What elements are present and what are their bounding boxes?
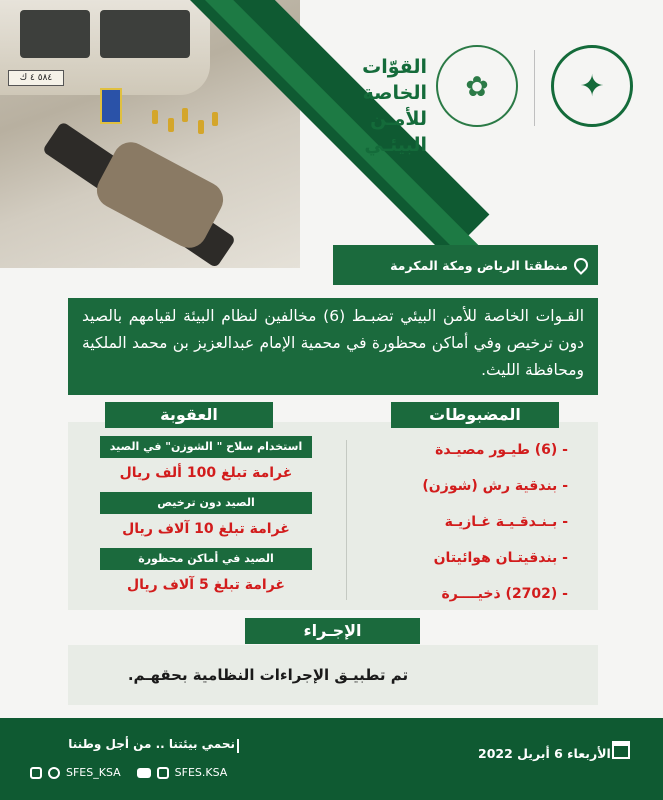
- penalty-label: استخدام سلاح " الشوزن" في الصيد: [100, 436, 312, 458]
- social-links: [30, 766, 227, 779]
- list-item: - بـنـدقـيـة غـازيـة: [444, 514, 568, 530]
- region-label: منطقتا الرياض ومكة المكرمة: [390, 257, 568, 273]
- social-handle-1: SFES_KSA: [66, 766, 121, 779]
- procedure-title: الإجـراء: [245, 618, 420, 644]
- brand-title-line2: للأمـن البيئـي: [364, 108, 427, 156]
- brand-title-line1: القوّات الخاصة: [362, 56, 427, 104]
- list-item: - (6) طيـور مصيـدة: [435, 442, 568, 458]
- penalty-item: [100, 492, 312, 544]
- penalty-list: [100, 436, 312, 604]
- announcement-text: القـوات الخاصة للأمن البيئي تضبـط (6) مخالفين لنظام البيئة لقيامهم بالصيد دون ترخيص وفي أماكن محظورة في محمية الإمام عبدالعزيز بن محمد الملكية ومحافظة الليث.: [68, 298, 598, 395]
- divider: [534, 50, 535, 126]
- list-item: - (2702) ذخيــــرة: [441, 586, 568, 602]
- social-handle-2: SFES.KSA: [174, 766, 228, 779]
- procedure-box: [68, 645, 598, 705]
- twitter-icon: [48, 767, 60, 779]
- footer: [0, 718, 663, 800]
- penalty-title: العقوبة: [105, 402, 273, 428]
- shell: [182, 108, 188, 122]
- list-item: - بندقية رش (شوزن): [422, 478, 568, 494]
- shell: [198, 120, 204, 134]
- penalty-item: [100, 436, 312, 488]
- calendar-icon: [612, 741, 630, 759]
- penalty-value: غرامة تبلغ 10 آلاف ريال: [122, 521, 290, 537]
- penalty-label: الصيد في أماكن محظورة: [100, 548, 312, 570]
- region-tag: [333, 245, 598, 285]
- penalty-value: غرامة تبلغ 5 آلاف ريال: [127, 577, 285, 593]
- shell: [212, 112, 218, 126]
- shell: [152, 110, 158, 124]
- penalty-item: [100, 548, 312, 600]
- column-divider: [346, 440, 347, 600]
- youtube-icon: [137, 768, 151, 778]
- penalty-value: غرامة تبلغ 100 ألف ريال: [119, 465, 293, 481]
- date: الأربعاء 6 أبريل 2022: [478, 746, 611, 761]
- slogan: نحمي بيئتنا .. من أجل وطننا: [68, 737, 235, 751]
- facebook-icon: [157, 767, 169, 779]
- penalty-label: الصيد دون ترخيص: [100, 492, 312, 514]
- social-youtube-facebook[interactable]: [137, 766, 228, 779]
- instagram-icon: [30, 767, 42, 779]
- vehicle-window: [100, 10, 190, 58]
- procedure-text: تم تطبيـق الإجراءات النظامية بحقهـم.: [127, 666, 409, 684]
- vehicle-window: [20, 10, 90, 58]
- location-pin-icon: [571, 255, 591, 275]
- license-plate: ٥٨٤ ٤ ك: [8, 70, 64, 86]
- vehicle: [0, 0, 210, 95]
- shell: [168, 118, 174, 132]
- seized-title: المضبوطات: [391, 402, 559, 428]
- list-item: - بندقيتـان هوائيتان: [433, 550, 568, 566]
- ministry-emblem-icon: ✦: [551, 45, 633, 127]
- social-instagram-twitter[interactable]: [30, 766, 121, 779]
- brand-title: [307, 54, 427, 158]
- environmental-security-logo-icon: ✿: [436, 45, 518, 127]
- brand-header: [308, 40, 663, 156]
- seized-list: [398, 432, 568, 612]
- slogan-bar: [237, 739, 239, 753]
- ammo-box: [100, 88, 122, 124]
